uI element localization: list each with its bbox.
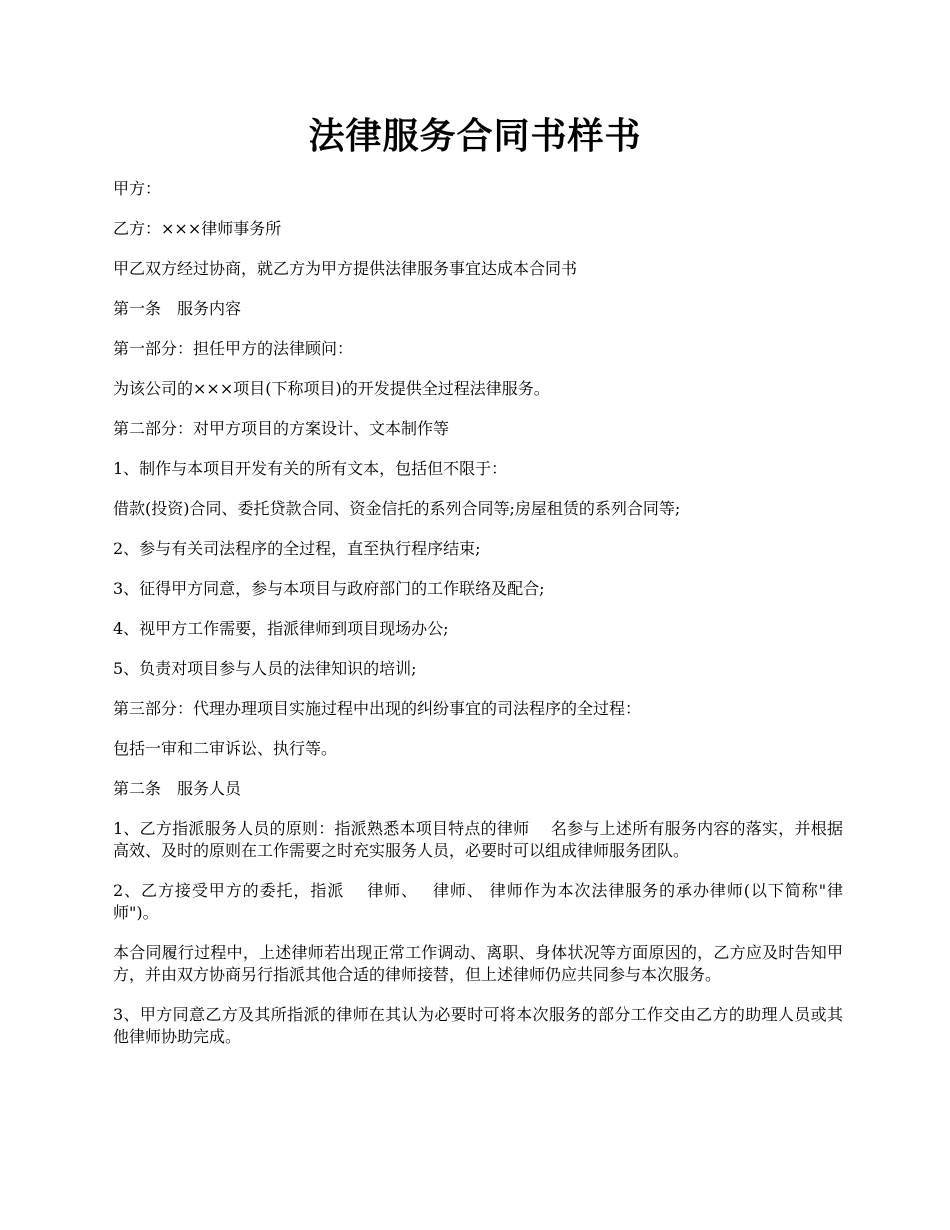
paragraph-preamble: 甲乙双方经过协商，就乙方为甲方提供法律服务事宜达成本合同书 xyxy=(113,259,578,278)
paragraph: 为该公司的×××项目(下称项目)的开发提供全过程法律服务。 xyxy=(113,379,550,398)
paragraph: 借款(投资)合同、委托贷款合同、资金信托的系列合同等;房屋租赁的系列合同等; xyxy=(113,499,681,518)
list-item: 2、参与有关司法程序的全过程，直至执行程序结束; xyxy=(113,539,481,558)
paragraph: 包括一审和二审诉讼、执行等。 xyxy=(113,739,338,758)
document-body xyxy=(113,178,843,1066)
list-item: 3、征得甲方同意，参与本项目与政府部门的工作联络及配合; xyxy=(113,579,545,598)
list-item: 1、乙方指派服务人员的原则：指派熟悉本项目特点的律师 名参与上述所有服务内容的落实，并根据高效、及时的原则在工作需要之时充实服务人员，必要时可以组成律师服务团队。 xyxy=(113,819,843,860)
list-item: 5、负责对项目参与人员的法律知识的培训; xyxy=(113,659,417,678)
part-2-heading: 第二部分：对甲方项目的方案设计、文本制作等 xyxy=(113,419,450,438)
article-2-heading: 第二条 服务人员 xyxy=(113,779,242,798)
list-item: 4、视甲方工作需要，指派律师到项目现场办公; xyxy=(113,619,449,638)
document-title: 法律服务合同书样书 xyxy=(308,115,642,157)
article-1-heading: 第一条 服务内容 xyxy=(113,299,242,318)
paragraph-party-a: 甲方： xyxy=(113,179,162,198)
part-3-heading: 第三部分：代理办理项目实施过程中出现的纠纷事宜的司法程序的全过程： xyxy=(113,699,642,718)
list-item: 3、甲方同意乙方及其所指派的律师在其认为必要时可将本次服务的部分工作交由乙方的助理人员或其他律师协助完成。 xyxy=(113,1005,843,1046)
part-1-heading: 第一部分：担任甲方的法律顾问： xyxy=(113,339,354,358)
list-item: 1、制作与本项目开发有关的所有文本，包括但不限于： xyxy=(113,459,508,478)
list-item: 2、乙方接受甲方的委托，指派 律师、 律师、 律师作为本次法律服务的承办律师(以下简称"律师")。 xyxy=(113,881,843,922)
paragraph-party-b: 乙方：×××律师事务所 xyxy=(113,219,282,238)
paragraph: 本合同履行过程中，上述律师若出现正常工作调动、离职、身体状况等方面原因的，乙方应及时告知甲方，并由双方协商另行指派其他合适的律师接替，但上述律师仍应共同参与本次服务。 xyxy=(113,943,843,984)
